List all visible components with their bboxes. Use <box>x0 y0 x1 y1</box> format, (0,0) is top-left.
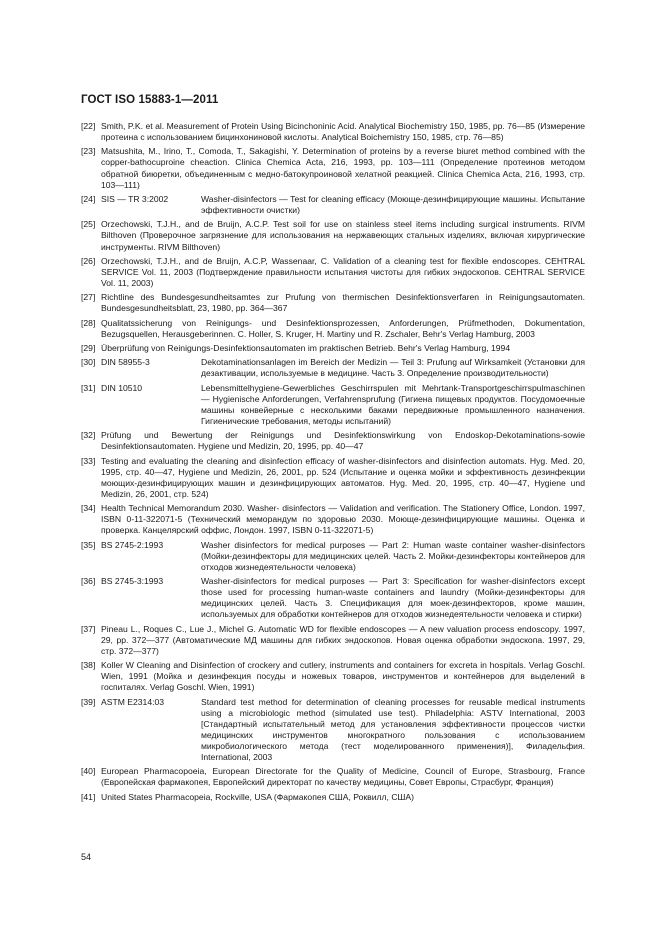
reference-number: [23] <box>81 146 96 157</box>
page-number: 54 <box>81 852 92 862</box>
reference-text: Lebensmittelhygiene-Gewerbliches Geschirrspulen mit Mehrtank-Transportgeschirrspulmaschinen — Hygienische Anforderungen, Verfahrensprufung (Гигиена пищевых продуктов. Посудомоечные машины конвейерные с несколькими баками передвижные промышленного назначения. Гигиенические требования, методы испытаний) <box>201 382 585 426</box>
reference-item <box>81 430 585 452</box>
reference-code: DIN 10510 <box>101 382 143 393</box>
reference-item <box>81 256 585 289</box>
reference-number: [38] <box>81 660 96 671</box>
reference-number: [41] <box>81 791 96 802</box>
reference-text: Prüfung und Bewertung der Reinigungs und Desinfektionswirkung von Endoskop-Dekotaminations-sowie Desinfektionsautomaten. Hygiene und Medizin, 20, 1995, pp. 40—47 <box>101 430 585 452</box>
reference-number: [29] <box>81 343 96 353</box>
reference-code: ASTM E2314:03 <box>101 696 165 707</box>
reference-text: Washer-disinfectors — Test for cleaning efficacy (Моюще-дезинфицирующие машины. Испытание эффективности очистки) <box>201 193 585 216</box>
reference-number: [22] <box>81 121 96 131</box>
reference-item <box>81 624 585 657</box>
reference-item <box>81 343 585 354</box>
reference-item <box>81 792 585 803</box>
reference-item <box>81 576 585 620</box>
reference-item <box>81 383 585 427</box>
reference-number: [37] <box>81 623 96 634</box>
reference-text: Orzechowski, T.J.H., and de Bruijn, A.C.P. Test soil for use on stainless steel items including surgical instruments. RIVM Bilthoven (Проверочное загрязнение для использования на нержавеющих стальных изделиях, включая хирургические инструменты. RIVM Bilthoven) <box>101 219 585 252</box>
reference-item <box>81 194 585 216</box>
reference-code: SIS — TR 3:2002 <box>101 193 169 204</box>
reference-text: Matsushita, M., Irino, T., Comoda, T., Sakagishi, Y. Determination of proteins by a reverse biuret method combined with the copper-bathocuproine cheaction. Clinica Chemica Acta, 216, 1993, pp. 103—111 (Определение протеинов методом обратной биюретки, объединенным с медно-батокупроиновой хелатной реакцией. Clinica Chemica Acta, 216, 1993, стр. 103—111) <box>101 146 585 190</box>
reference-number: [25] <box>81 219 96 230</box>
reference-text: Pineau L., Roques C., Lue J., Michel G. Automatic WD for flexible endoscopes — A new valuation process endoscopy. 1997, 29, pp. 372—377 (Автоматические МД машины для гибких эндоскопов. Новая оценка обработки эндоскопа. 1997, 29, стр. 372—377) <box>101 623 585 656</box>
reference-text: Überprüfung von Reinigungs-Desinfektionsautomaten im praktischen Betrieb. Behr's Verlag Hamburg, 1994 <box>101 343 511 353</box>
reference-text: Testing and evaluating the cleaning and disinfection efficacy of washer-disinfectors and disinfection automats. Hyg. Med. 20, 1995, стр. 40—47, Hygiene und Medizin, 26, 2001, pp. 524 (Испытание и оценка мойки и эффективность дезинфекции моющих-дезинфицирующих машин и дезинфицирующих автоматов. Hyg. Med. 20, 1995, стр. 40—47, Hygiene und Medizin, 26, 2001, стр. 524) <box>101 455 585 499</box>
reference-item <box>81 292 585 314</box>
reference-item <box>81 660 585 693</box>
reference-number: [24] <box>81 193 96 204</box>
reference-item <box>81 540 585 573</box>
reference-number: [32] <box>81 430 96 441</box>
reference-text: Dekotaminationsanlagen im Bereich der Medizin — Teil 3: Prufung auf Wirksamkeit (Установки для дезактивации, используемые в медицине. Часть 3. Определение производительности) <box>201 357 585 379</box>
reference-text: Koller W Cleaning and Disinfection of crockery and cutlery, instruments and containers for excreta in hospitals. Verlag Goschl. Wien, 1991 (Мойка и дезинфекция посуды и ножевых товаров, инструментов и контейнеров для выделений в госпиталях. Verlag Goschl. Wien, 1991) <box>101 660 585 693</box>
reference-number: [35] <box>81 539 96 550</box>
document-header: ГОСТ ISO 15883-1—2011 <box>81 94 219 106</box>
reference-number: [28] <box>81 317 96 328</box>
reference-number: [39] <box>81 696 96 707</box>
reference-code: DIN 58955-3 <box>101 357 150 368</box>
reference-number: [34] <box>81 503 96 514</box>
reference-text: United States Pharmacopeia, Rockville, USA (Фармакопея США, Роквилл, США) <box>101 791 414 802</box>
reference-text: Richtline des Bundesgesundheitsamtes zur Prufung von thermischen Desinfektionsverfaren in Reinigungsautomaten. Bundesgesundheitsblatt, 23, 1980, pp. 364—367 <box>101 292 585 314</box>
reference-item <box>81 766 585 788</box>
reference-code: BS 2745-2:1993 <box>101 539 164 550</box>
reference-number: [30] <box>81 357 96 368</box>
reference-text: Washer disinfectors for medical purposes — Part 2: Human waste container washer-disinfectors (Мойки-дезинфекторы для медицинских целей. Часть 2. Мойки-дезинфекторы контейнеров для отходов жизнедеятельности человека) <box>201 539 585 572</box>
reference-item <box>81 121 585 143</box>
reference-text: Qualitatssicherung von Reinigungs- und Desinfektionsprozessen, Anforderungen, Prüfmethoden, Dokumentation, Bezugsquellen, Herausgeberinnen. C. Holler, S. Kruger, H. Martiny und R. Zschaler, Behr's Verlag Hamburg, 2003 <box>101 317 585 339</box>
reference-item <box>81 697 585 764</box>
reference-text: Smith, P.K. et al. Measurement of Protein Using Bicinchoninic Acid. Analytical Biochemistry 150, 1985, pp. 76—85 (Измерение протеина с использованием бицинхониновой кислоты. Analytical Boichemistry 150, 1985, стр. 76—85) <box>101 121 585 143</box>
reference-item <box>81 219 585 252</box>
reference-item <box>81 318 585 340</box>
reference-text: European Pharmacopoeia, European Directorate for the Quality of Medicine, Council of Europe, Strasbourg, France (Европейская фармакопея, Европейский директорат по качеству медицины, Совет Европы, Страсбург, Франция) <box>101 766 585 788</box>
references-list <box>81 121 585 806</box>
reference-item <box>81 357 585 379</box>
reference-item <box>81 146 585 190</box>
reference-number: [36] <box>81 576 96 587</box>
reference-text: Health Technical Memorandum 2030. Washer- disinfectors — Validation and verification. The Stationery Office, London. 1997, ISBN 0-11-322071-5 (Технический меморандум по здоровью 2030. Моюще-дезинфицирующие машины. Оценка и проверка. Канцелярский оффис, Лондон. 1997, ISBN 0-11-322071-5) <box>101 503 585 536</box>
reference-code: BS 2745-3:1993 <box>101 576 164 587</box>
reference-number: [33] <box>81 455 96 466</box>
reference-number: [31] <box>81 382 96 393</box>
reference-number: [27] <box>81 292 96 303</box>
reference-number: [26] <box>81 255 96 266</box>
reference-text: Washer-disinfectors for medical purposes — Part 3: Specification for washer-disinfectors except those used for processing human-waste containers and laundry (Мойки-дезинфекторы для медицинских целей. Часть 3. Спецификация для моек-дезинфекторов, кроме машин, используемых для обработки контейнеров для отходов жизнедеятельности человека и стирки) <box>201 576 585 620</box>
reference-text: Standard test method for determination of cleaning processes for reusable medical instruments using a microbiologic method (simulated use test). Philadelphia: ASTV International, 2003 [Стандартный испытательный метод для установления эффективности процессов чистки медицинских инструментов многократного пользования с использованием микробиологического метода (тест моделированного применения)], Филадельфия. International, 2003 <box>201 696 585 763</box>
reference-item <box>81 456 585 500</box>
reference-number: [40] <box>81 766 96 777</box>
reference-item <box>81 503 585 536</box>
reference-text: Orzechowski, T.J.H., and de Bruijn, A.C.P, Wassenaar, C. Validation of a cleaning test for flexible endoscopes. CEHTRAL SERVICE Vol. 11, 2003 (Подтверждение правильности испытания чистоты для гибких эндоскопов. CEHTRAL SERVICE Vol. 11, 2003) <box>101 255 585 288</box>
